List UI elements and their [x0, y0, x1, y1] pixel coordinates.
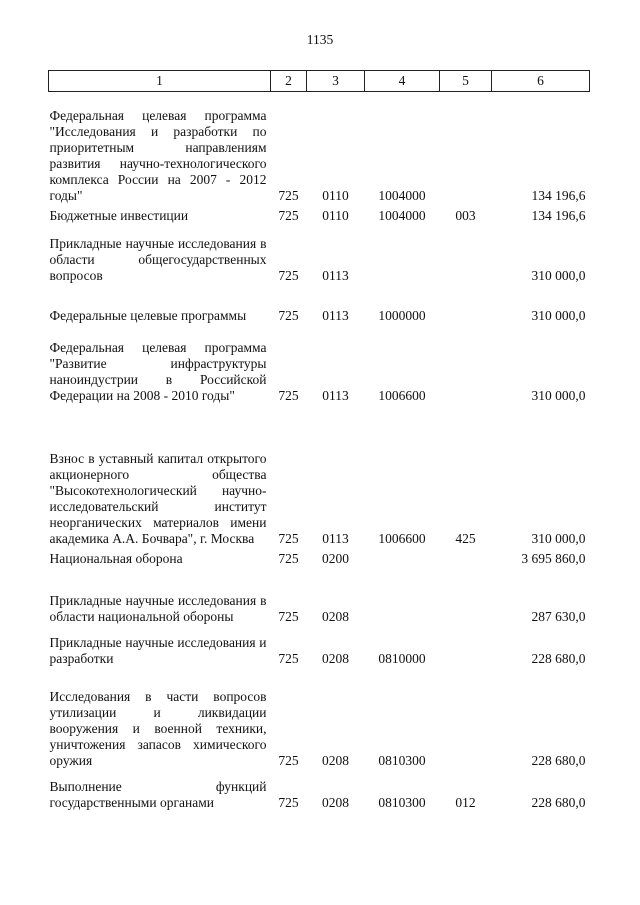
row-csr — [365, 547, 440, 567]
row-csr: 1006600 — [378, 530, 426, 546]
row-name: Национальная оборона — [49, 550, 183, 566]
row-rz: 0208 — [322, 752, 349, 768]
row-rz: 0113 — [322, 307, 349, 323]
row-name: Федеральные целевые программы — [49, 307, 247, 323]
row-csr — [365, 567, 440, 625]
table-body — [49, 92, 590, 811]
table-row — [49, 324, 590, 404]
row-vr — [440, 284, 492, 324]
table-row — [49, 547, 590, 567]
row-csr: 0810000 — [378, 650, 426, 666]
row-vr — [440, 667, 492, 769]
column-header-2: 2 — [271, 71, 307, 92]
row-rz: 0113 — [322, 387, 349, 403]
column-header-4: 4 — [365, 71, 440, 92]
row-gr: 725 — [278, 267, 299, 283]
row-gr: 725 — [278, 530, 299, 546]
row-amount: 310 000,0 — [531, 387, 586, 403]
row-rz: 0208 — [322, 650, 349, 666]
row-csr: 1006600 — [378, 387, 426, 403]
row-rz: 0110 — [322, 207, 349, 223]
column-header-5: 5 — [440, 71, 492, 92]
row-vr — [440, 567, 492, 625]
row-csr: 1000000 — [378, 307, 426, 323]
table-row — [49, 625, 590, 667]
row-gr: 725 — [278, 794, 299, 810]
row-name: Прикладные научные исследования и разработки — [49, 634, 267, 666]
row-gr: 725 — [278, 207, 299, 223]
row-amount: 3 695 860,0 — [521, 550, 586, 566]
row-csr — [365, 224, 440, 284]
row-amount: 134 196,6 — [531, 207, 586, 223]
row-gr: 725 — [278, 387, 299, 403]
row-vr: 012 — [455, 794, 476, 810]
table-row — [49, 224, 590, 284]
row-gr: 725 — [278, 550, 299, 566]
table-row — [49, 567, 590, 625]
table-row — [49, 204, 590, 224]
column-header-3: 3 — [307, 71, 365, 92]
row-name: Исследования в части вопросов утилизации и ликвидации вооружения и военной техники, уничтожения запасов химического оружия — [49, 688, 267, 768]
row-vr — [440, 547, 492, 567]
row-rz: 0110 — [322, 187, 349, 203]
row-vr — [440, 224, 492, 284]
row-amount: 134 196,6 — [531, 187, 586, 203]
row-gr: 725 — [278, 608, 299, 624]
row-amount: 310 000,0 — [531, 530, 586, 546]
row-vr: 425 — [455, 530, 476, 546]
page-number: 1135 — [306, 32, 334, 47]
row-amount: 228 680,0 — [531, 794, 586, 810]
row-amount: 310 000,0 — [531, 307, 586, 323]
row-name: Выполнение функций государственными органами — [49, 778, 267, 810]
table-header — [49, 71, 590, 92]
row-amount: 287 630,0 — [531, 608, 586, 624]
row-vr — [440, 625, 492, 667]
row-amount: 228 680,0 — [531, 650, 586, 666]
row-vr — [440, 92, 492, 204]
row-vr: 003 — [455, 207, 476, 223]
header-row — [49, 71, 590, 92]
column-header-1: 1 — [49, 71, 271, 92]
row-vr — [440, 324, 492, 404]
row-gr: 725 — [278, 650, 299, 666]
row-csr: 1004000 — [378, 207, 426, 223]
row-csr: 0810300 — [378, 752, 426, 768]
row-name: Прикладные научные исследования в области национальной обороны — [49, 592, 267, 624]
row-rz: 0208 — [322, 794, 349, 810]
row-gr: 725 — [278, 307, 299, 323]
row-gr: 725 — [278, 752, 299, 768]
table-row — [49, 667, 590, 769]
table-row — [49, 404, 590, 547]
row-amount: 228 680,0 — [531, 752, 586, 768]
table-row — [49, 92, 590, 204]
row-rz: 0113 — [322, 530, 349, 546]
row-rz: 0200 — [322, 550, 349, 566]
budget-table — [48, 70, 590, 811]
row-rz: 0113 — [322, 267, 349, 283]
row-csr: 1004000 — [378, 187, 426, 203]
row-gr: 725 — [278, 187, 299, 203]
row-rz: 0208 — [322, 608, 349, 624]
column-header-6: 6 — [492, 71, 590, 92]
table-row — [49, 284, 590, 324]
row-name: Федеральная целевая программа "Развитие инфраструктуры наноиндустрии в Российской Федерации на 2008 - 2010 годы" — [49, 339, 267, 403]
row-amount: 310 000,0 — [531, 267, 586, 283]
table-row — [49, 769, 590, 811]
row-csr: 0810300 — [378, 794, 426, 810]
row-name: Бюджетные инвестиции — [49, 207, 189, 223]
row-name: Взнос в уставный капитал открытого акционерного общества "Высокотехнологический научно-исследовательский институт неорганических материалов имени академика А.А. Бочвара", г. Москва — [49, 450, 267, 546]
row-name: Федеральная целевая программа "Исследования и разработки по приоритетным направлениям развития научно-технологического комплекса России на 2007 - 2012 годы" — [49, 107, 267, 203]
row-name: Прикладные научные исследования в области общегосударственных вопросов — [49, 235, 267, 283]
